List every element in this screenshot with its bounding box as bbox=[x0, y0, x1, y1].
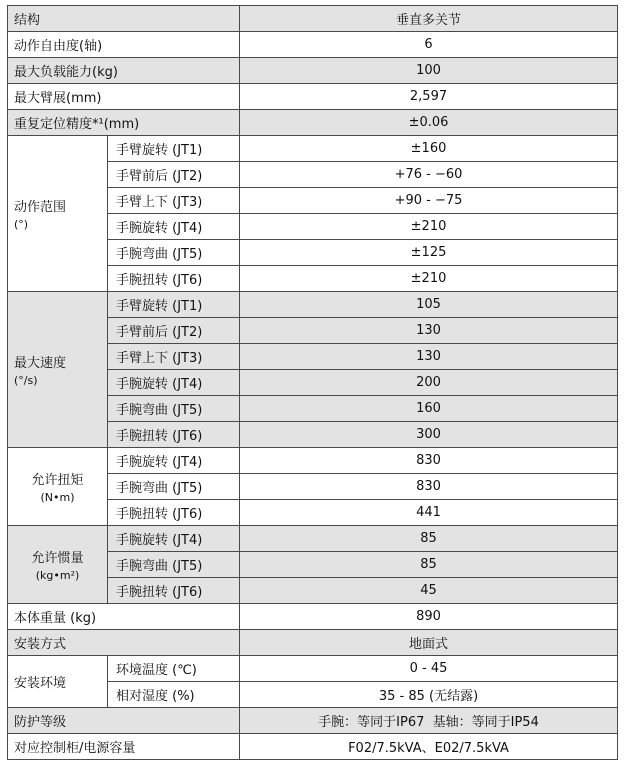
row-value: 441 bbox=[240, 500, 618, 526]
row-value: 85 bbox=[240, 526, 618, 552]
row-label: 安装方式 bbox=[8, 630, 240, 656]
row-label: 相对湿度 (%) bbox=[108, 682, 240, 708]
spec-table bbox=[7, 5, 618, 760]
header-label: 结构 bbox=[8, 6, 240, 32]
row-label: 防护等级 bbox=[8, 708, 240, 734]
group-unit: (N•m) bbox=[40, 491, 75, 504]
row-label: 手臂旋转 (JT1) bbox=[108, 292, 240, 318]
row-value: 0 - 45 bbox=[240, 656, 618, 682]
row-label: 手腕旋转 (JT4) bbox=[108, 448, 240, 474]
row-value: +76 - −60 bbox=[240, 162, 618, 188]
row-label: 手臂前后 (JT2) bbox=[108, 162, 240, 188]
row-label: 手臂上下 (JT3) bbox=[108, 188, 240, 214]
row-value: ±0.06 bbox=[240, 110, 618, 136]
table-row bbox=[8, 734, 618, 760]
header-value: 垂直多关节 bbox=[240, 6, 618, 32]
table-row bbox=[8, 292, 618, 318]
row-label: 手腕扭转 (JT6) bbox=[108, 578, 240, 604]
group-unit: (°/s) bbox=[14, 374, 38, 387]
max-speed-group bbox=[8, 292, 108, 448]
row-label: 手腕弯曲 (JT5) bbox=[108, 396, 240, 422]
table-row bbox=[8, 110, 618, 136]
row-label: 手臂上下 (JT3) bbox=[108, 344, 240, 370]
row-value: ±160 bbox=[240, 136, 618, 162]
table-row bbox=[8, 58, 618, 84]
table-row bbox=[8, 604, 618, 630]
row-value: 300 bbox=[240, 422, 618, 448]
row-label: 手腕弯曲 (JT5) bbox=[108, 240, 240, 266]
group-unit: (°) bbox=[14, 218, 29, 231]
table-row bbox=[8, 32, 618, 58]
allowable-torque-group bbox=[8, 448, 108, 526]
row-value: ±210 bbox=[240, 266, 618, 292]
group-title: 动作范围 bbox=[14, 200, 67, 215]
row-label: 手腕扭转 (JT6) bbox=[108, 266, 240, 292]
table-row bbox=[8, 136, 618, 162]
row-value: 手腕：等同于IP67 基轴：等同于IP54 bbox=[240, 708, 618, 734]
row-value: ±125 bbox=[240, 240, 618, 266]
row-value: 85 bbox=[240, 552, 618, 578]
row-value: 200 bbox=[240, 370, 618, 396]
table-row bbox=[8, 84, 618, 110]
group-unit: (kg•m²) bbox=[35, 569, 80, 582]
row-label: 最大臂展(mm) bbox=[8, 84, 240, 110]
row-label: 手腕旋转 (JT4) bbox=[108, 370, 240, 396]
row-label: 对应控制柜/电源容量 bbox=[8, 734, 240, 760]
row-label: 手腕扭转 (JT6) bbox=[108, 422, 240, 448]
row-value: 130 bbox=[240, 318, 618, 344]
row-label: 动作自由度(轴) bbox=[8, 32, 240, 58]
row-label: 手腕旋转 (JT4) bbox=[108, 526, 240, 552]
group-title: 最大速度 bbox=[14, 356, 67, 371]
row-value: 130 bbox=[240, 344, 618, 370]
group-title: 允许扭矩 bbox=[31, 473, 84, 488]
table-row bbox=[8, 630, 618, 656]
table-row bbox=[8, 708, 618, 734]
row-label: 重复定位精度*¹(mm) bbox=[8, 110, 240, 136]
row-label: 最大负载能力(kg) bbox=[8, 58, 240, 84]
row-label: 手腕扭转 (JT6) bbox=[108, 500, 240, 526]
table-row bbox=[8, 526, 618, 552]
row-value: 2,597 bbox=[240, 84, 618, 110]
table-header-row bbox=[8, 6, 618, 32]
row-value: 160 bbox=[240, 396, 618, 422]
row-value: 6 bbox=[240, 32, 618, 58]
row-label: 手腕弯曲 (JT5) bbox=[108, 474, 240, 500]
row-label: 手臂前后 (JT2) bbox=[108, 318, 240, 344]
row-label: 本体重量 (kg) bbox=[8, 604, 240, 630]
row-label: 手腕旋转 (JT4) bbox=[108, 214, 240, 240]
row-value: 45 bbox=[240, 578, 618, 604]
row-value: 890 bbox=[240, 604, 618, 630]
row-value: 830 bbox=[240, 474, 618, 500]
row-value: 105 bbox=[240, 292, 618, 318]
allowable-inertia-group bbox=[8, 526, 108, 604]
table-row bbox=[8, 448, 618, 474]
row-value: 35 - 85 (无结露) bbox=[240, 682, 618, 708]
row-label: 手腕弯曲 (JT5) bbox=[108, 552, 240, 578]
row-value: 地面式 bbox=[240, 630, 618, 656]
row-value: 100 bbox=[240, 58, 618, 84]
group-title: 允许惯量 bbox=[31, 551, 84, 566]
table-row bbox=[8, 656, 618, 682]
environment-group: 安装环境 bbox=[8, 656, 108, 708]
row-label: 手臂旋转 (JT1) bbox=[108, 136, 240, 162]
row-value: ±210 bbox=[240, 214, 618, 240]
motion-range-group bbox=[8, 136, 108, 292]
row-value: F02/7.5kVA、E02/7.5kVA bbox=[240, 734, 618, 760]
row-label: 环境温度 (℃) bbox=[108, 656, 240, 682]
row-value: 830 bbox=[240, 448, 618, 474]
row-value: +90 - −75 bbox=[240, 188, 618, 214]
